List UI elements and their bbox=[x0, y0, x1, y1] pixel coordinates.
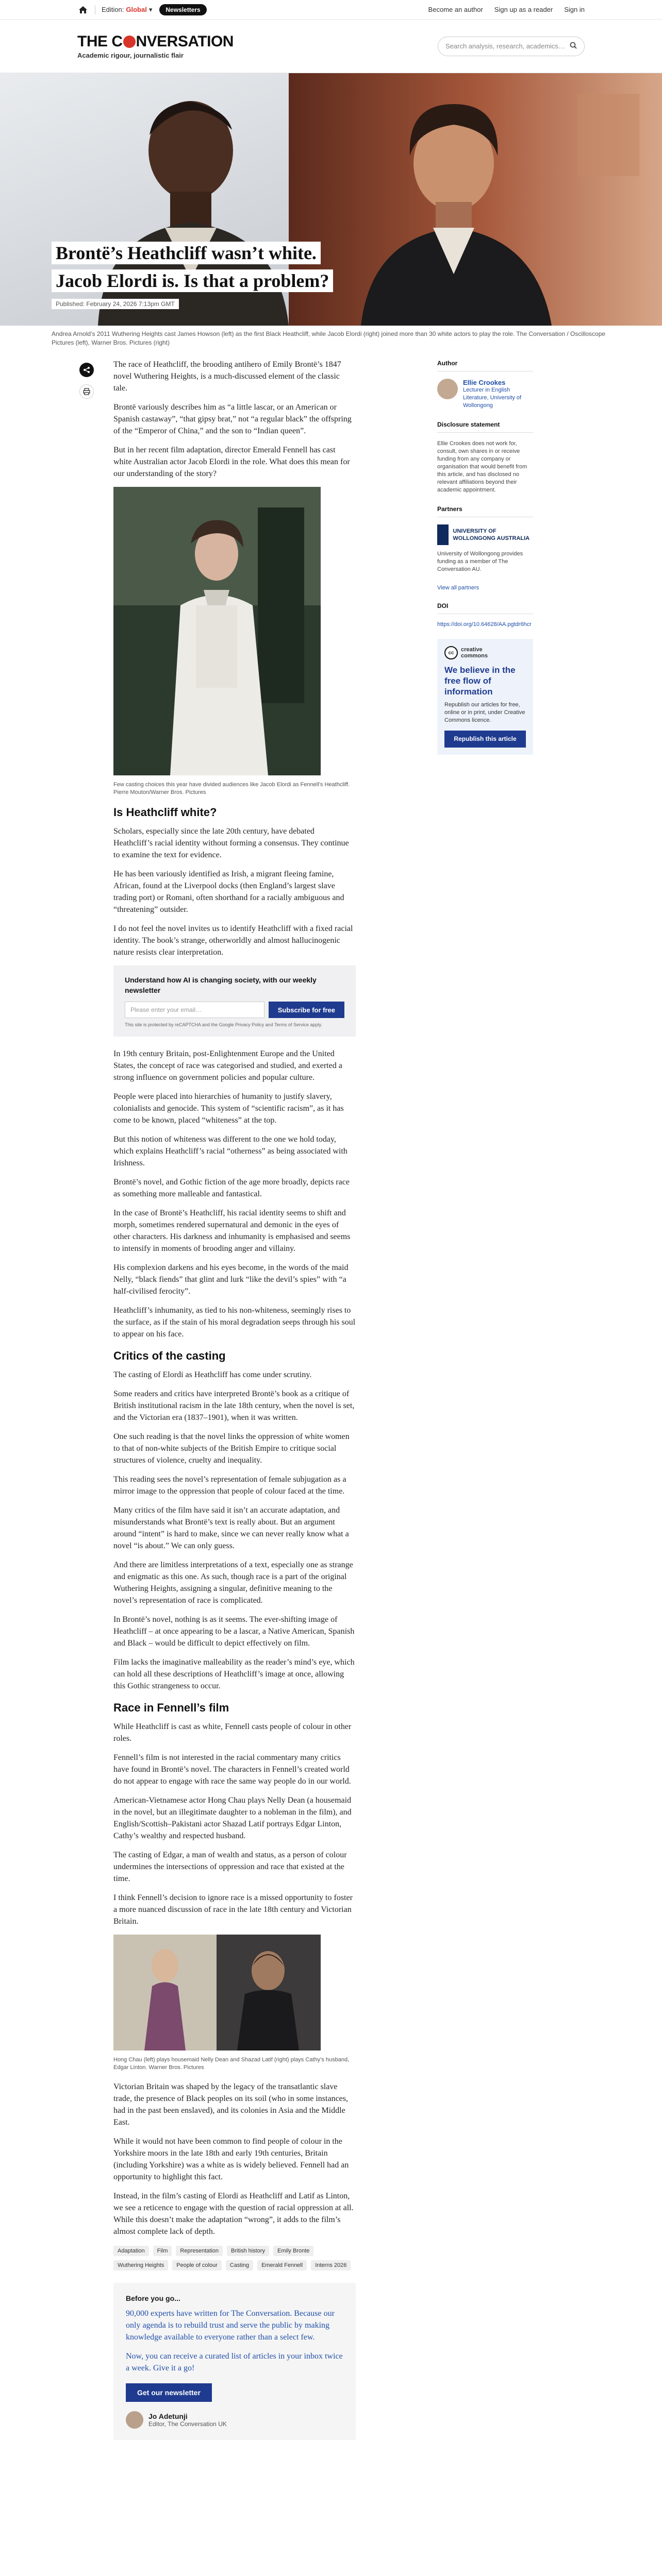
hero-image bbox=[0, 73, 662, 326]
share-icon[interactable] bbox=[79, 363, 94, 377]
sidebar bbox=[437, 360, 533, 755]
paragraph: He has been variously identified as Irish, a migrant fleeing famine, African, found at the Liverpool docks (then England’s largest slave trading port) or Romani, often shorthand for a racially ambiguous and “threatening” outsider. bbox=[113, 870, 344, 914]
brand-bar bbox=[0, 20, 662, 73]
tag[interactable]: Casting bbox=[226, 2260, 253, 2270]
hero-caption: Andrea Arnold’s 2011 Wuthering Heights cast James Howson (left) as the first Black Heathcliff, while Jacob Elordi (right) joined more than 30 white actors to play the role. The Conversation / Oscilloscope Pictures (left), Warner Bros. Pictures (right) bbox=[52, 330, 606, 346]
paragraph: While it would not have been common to find people of colour in the Yorkshire moors in the late 18th and early 19th centuries, Britain (including Yorkshire) was a white as is widely believed. Fennell had an opportunity to highlight this fact. bbox=[113, 2137, 349, 2181]
subscribe-button[interactable]: Subscribe for free bbox=[269, 1002, 344, 1018]
paragraph: But this notion of whiteness was different to the one we hold today, which explains Heathcliff’s racial “otherness” as being associated with Irishness. bbox=[113, 1135, 347, 1167]
tag[interactable]: People of colour bbox=[172, 2260, 222, 2270]
republish-text: Republish our articles for free, online or in print, under Creative Commons licence. bbox=[444, 702, 525, 723]
newsletter-title: Understand how AI is changing society, with our weekly newsletter bbox=[125, 976, 317, 994]
disclosure-heading: Disclosure statement bbox=[437, 421, 533, 433]
partners-heading: Partners bbox=[437, 505, 533, 517]
tag[interactable]: Interns 2026 bbox=[311, 2260, 351, 2270]
tag[interactable]: British history bbox=[227, 2246, 269, 2256]
paragraph: One such reading is that the novel links the oppression of white women to that of non-white subjects of the British Empire to critique social structures of violence, cruelty and inequality. bbox=[113, 1432, 350, 1465]
paragraph: But in her recent film adaptation, director Emerald Fennell has cast white Australian actor Jacob Elordi in the role. What does this mean for our understanding of the story? bbox=[113, 446, 350, 478]
newsletter-signup bbox=[113, 965, 356, 1037]
tagline: Academic rigour, journalistic flair bbox=[77, 52, 184, 59]
print-icon[interactable] bbox=[79, 384, 94, 399]
republish-title: We believe in the free flow of information bbox=[444, 665, 516, 697]
paragraph: The casting of Edgar, a man of wealth and status, as a person of colour undermines the intersections of oppression and race that existed at the time. bbox=[113, 1851, 347, 1883]
paragraph: In Brontë’s novel, nothing is as it seems. The ever-shifting image of Heathcliff – at once appearing to be a lascar, a Native American, Spanish and Black – would be difficult to depict effectively on film. bbox=[113, 1615, 355, 1648]
logo-o-icon bbox=[123, 36, 136, 48]
tag[interactable]: Film bbox=[153, 2246, 172, 2256]
paragraph: Some readers and critics have interpreted Brontë’s book as a critique of British institutional racism in the late 18th century, when the novel is set, and the Victorian era (1837–1901), when it was written. bbox=[113, 1389, 355, 1422]
partner-text: University of Wollongong provides funding as a member of The Conversation AU. bbox=[437, 551, 523, 572]
tag[interactable]: Emily Bronte bbox=[273, 2246, 313, 2256]
elordi-photo bbox=[113, 487, 321, 778]
tag[interactable]: Representation bbox=[176, 2246, 223, 2256]
publish-date: Published: February 24, 2026 7:13pm GMT bbox=[52, 299, 179, 309]
figure-caption: Hong Chau (left) plays housemaid Nelly Dean and Shazad Latif (right) plays Cathy’s husband, Edgar Linton. Warner Bros. Pictures bbox=[113, 2057, 350, 2071]
section-heading: Critics of the casting bbox=[113, 1349, 226, 1362]
paragraph: Now, you can receive a curated list of articles in your inbox twice a week. Give it a go! bbox=[126, 2352, 343, 2372]
before-you-go-box bbox=[113, 2283, 356, 2440]
headline-wrap bbox=[52, 239, 361, 295]
figure-caption: Few casting choices this year have divided audiences like Jacob Elordi as Fennell’s Heathcliff. Pierre Mouton/Warner Bros. Pictures bbox=[113, 782, 350, 795]
chau-latif-photo bbox=[113, 1935, 321, 2053]
tag-list bbox=[113, 2246, 356, 2270]
paragraph: This reading sees the novel’s representation of female subjugation as a mirror image to the oppression that people of colour faced at the time. bbox=[113, 1475, 346, 1496]
republish-button[interactable]: Republish this article bbox=[444, 731, 526, 748]
paragraph: The casting of Elordi as Heathcliff has come under scrutiny. bbox=[113, 1370, 312, 1379]
sign-in-link[interactable]: Sign in bbox=[564, 6, 585, 13]
doi-link[interactable]: https://doi.org/10.64628/AA.pgtdr6hcr bbox=[437, 621, 532, 628]
paragraph: Film lacks the imaginative malleability as the reader’s mind’s eye, which can hold all these descriptions of Heathcliff’s image at once, allowing this Gothic strangeness to occur. bbox=[113, 1658, 355, 1690]
paragraph: And there are limitless interpretations of a text, especially one as strange and enigmatic as this one. As such, though race is a part of the original Wuthering Heights, assigning a singular, definitive meaning to the novel’s representation of race is complicated. bbox=[113, 1561, 353, 1605]
share-bar bbox=[52, 347, 113, 2451]
section-heading: Is Heathcliff white? bbox=[113, 806, 217, 819]
paragraph: Brontë variously describes him as “a little lascar, or an American or Spanish castaway”, “that gipsy brat,” not “a regular black” the offspring of the “Emperor of China,” and the son to “Indian queen”. bbox=[113, 403, 352, 435]
logo-text-start: THE C bbox=[77, 33, 123, 50]
paragraph: In 19th century Britain, post-Enlightenment Europe and the United States, the concept of race was categorised and studied, and exerted a strong influence on government policies and popular culture. bbox=[113, 1049, 342, 1082]
partner-logo[interactable] bbox=[437, 524, 533, 545]
paragraph: Instead, in the film’s casting of Elordi as Heathcliff and Latif as Linton, we see a reticence to engage with the question of racial oppression at all. While this doesn’t make the adaptation “wrong”, it adds to the film’s almost complete lack of depth. bbox=[113, 2192, 354, 2236]
paragraph: Brontë’s novel, and Gothic fiction of the age more broadly, depicts race as something more malleable and fantastical. bbox=[113, 1178, 350, 1198]
chevron-down-icon: ▾ bbox=[148, 5, 153, 13]
republish-box bbox=[437, 639, 533, 755]
paragraph: The race of Heathcliff, the brooding antihero of Emily Brontë’s 1847 novel Wuthering Heights, is a much-discussed element of the classic tale. bbox=[113, 360, 341, 393]
edition-selector[interactable] bbox=[102, 6, 152, 14]
paragraph: I do not feel the novel invites us to identify Heathcliff with a fixed racial identity. The book’s strange, otherworldly and almost hallucinogenic nature resists clear interpretation. bbox=[113, 924, 353, 957]
view-partners-link[interactable]: View all partners bbox=[437, 585, 479, 591]
paragraph: American-Vietnamese actor Hong Chau plays Nelly Dean (a housemaid in the novel, but an illegitimate daughter to a nobleman in the film), and English/Scottish–Pakistani actor Shazad Latif portrays Edgar Linton, Cathy’s wealthy and respected husband. bbox=[113, 1796, 352, 1840]
avatar bbox=[437, 379, 458, 399]
university-crest-icon bbox=[437, 524, 449, 545]
paragraph: Scholars, especially since the late 20th century, have debated Heathcliff’s racial identity without forming a consensus. They continue to examine the text for evidence. bbox=[113, 827, 349, 859]
main-content bbox=[0, 347, 662, 2451]
avatar bbox=[126, 2411, 143, 2429]
get-newsletter-button[interactable]: Get our newsletter bbox=[126, 2383, 212, 2402]
edition-label: Edition: bbox=[102, 6, 124, 13]
recaptcha-note: This site is protected by reCAPTCHA and the Google Privacy Policy and Terms of Service apply. bbox=[125, 1022, 322, 1027]
search-input[interactable] bbox=[438, 37, 585, 56]
newsletters-button[interactable]: Newsletters bbox=[159, 4, 206, 15]
editor-signoff bbox=[126, 2411, 343, 2429]
cc-name-top: creative bbox=[461, 647, 483, 653]
disclosure-text: Ellie Crookes does not work for, consult, own shares in or receive funding from any company or organisation that would benefit from this article, and has disclosed no relevant affiliations beyond their academic appointment. bbox=[437, 440, 527, 493]
cc-icon: cc bbox=[444, 646, 458, 659]
paragraph: Many critics of the film have said it isn’t an accurate adaptation, and misunderstands what Brontë’s text is really about. But an argument around “intent” is hard to make, since we can never really know what a novel “is about.” We can only guess. bbox=[113, 1506, 349, 1550]
tag[interactable]: Wuthering Heights bbox=[113, 2260, 168, 2270]
paragraph: 90,000 experts have written for The Conversation. Because our only agenda is to rebuild trust and serve the public by making knowledge available to everyone rather than a select few. bbox=[126, 2309, 335, 2342]
paragraph: I think Fennell’s decision to ignore race is a missed opportunity to foster a more nuanced discussion of race in the late 18th century and Victorian Britain. bbox=[113, 1893, 353, 1926]
become-author-link[interactable]: Become an author bbox=[428, 6, 483, 13]
figure-chau-latif bbox=[113, 1935, 356, 2072]
figure-elordi bbox=[113, 487, 356, 796]
logo-text-end: NVERSATION bbox=[136, 33, 234, 50]
logo[interactable] bbox=[77, 33, 234, 59]
search-icon[interactable] bbox=[570, 42, 577, 50]
paragraph: Victorian Britain was shaped by the legacy of the transatlantic slave trade, the presence of Black peoples on its soil (who in some instances, had in the past been enslaved), and its colonies in Asia and the Middle East. bbox=[113, 2082, 348, 2127]
creative-commons-logo bbox=[444, 646, 526, 659]
partner-name: UNIVERSITY OF WOLLONGONG AUSTRALIA bbox=[453, 528, 530, 541]
author-card[interactable] bbox=[437, 379, 533, 410]
paragraph: His complexion darkens and his eyes become, in the words of the maid Nelly, “black fiends” that glint and lurk “like the devil’s spies” with “a half-civilised ferocity”. bbox=[113, 1263, 349, 1296]
before-you-go-title: Before you go... bbox=[126, 2294, 180, 2302]
sign-up-link[interactable]: Sign up as a reader bbox=[494, 6, 553, 13]
page-title: Brontë’s Heathcliff wasn’t white. Jacob Elordi is. Is that a problem? bbox=[52, 242, 333, 292]
paragraph: While Heathcliff is cast as white, Fennell casts people of colour in other roles. bbox=[113, 1722, 352, 1743]
paragraph: Heathcliff’s inhumanity, as tied to his non-whiteness, seemingly rises to the surface, as if the stain of his moral degradation seeps through his soul to appear on his face. bbox=[113, 1306, 356, 1338]
cc-name-bottom: commons bbox=[461, 653, 488, 659]
home-icon[interactable] bbox=[77, 4, 89, 15]
author-role: Lecturer in English Literature, University of Wollongong bbox=[463, 387, 522, 409]
edition-value: Global bbox=[126, 6, 147, 13]
article-body bbox=[113, 347, 356, 2451]
tag[interactable]: Adaptation bbox=[113, 2246, 149, 2256]
search-placeholder: Search analysis, research, academics… bbox=[445, 42, 565, 50]
paragraph: In the case of Brontë’s Heathcliff, his racial identity seems to shift and morph, sometimes rendered supernatural and demonic in the eyes of other characters. His darkness and inhumanity is emphasised and seems to intensify in moments of brooding anger and villainy. bbox=[113, 1209, 351, 1253]
editor-name: Jo Adetunji bbox=[148, 2412, 188, 2420]
editor-role: Editor, The Conversation UK bbox=[148, 2420, 227, 2428]
doi-heading: DOI bbox=[437, 602, 533, 614]
author-name[interactable]: Ellie Crookes bbox=[463, 379, 506, 386]
paragraph: People were placed into hierarchies of humanity to justify slavery, colonialists and genocide. This system of “scientific racism”, as it has come to be known, placed “whiteness” at the top. bbox=[113, 1092, 344, 1125]
tag[interactable]: Emerald Fennell bbox=[257, 2260, 307, 2270]
paragraph: Fennell’s film is not interested in the racial commentary many critics have found in Brontë’s novel. The characters in Fennell’s created world do not appear to engage with race the same way people do in our world. bbox=[113, 1753, 351, 1786]
author-heading: Author bbox=[437, 360, 533, 371]
top-bar bbox=[0, 0, 662, 20]
email-field[interactable]: Please enter your email… bbox=[125, 1002, 264, 1018]
section-heading: Race in Fennell’s film bbox=[113, 1701, 229, 1714]
